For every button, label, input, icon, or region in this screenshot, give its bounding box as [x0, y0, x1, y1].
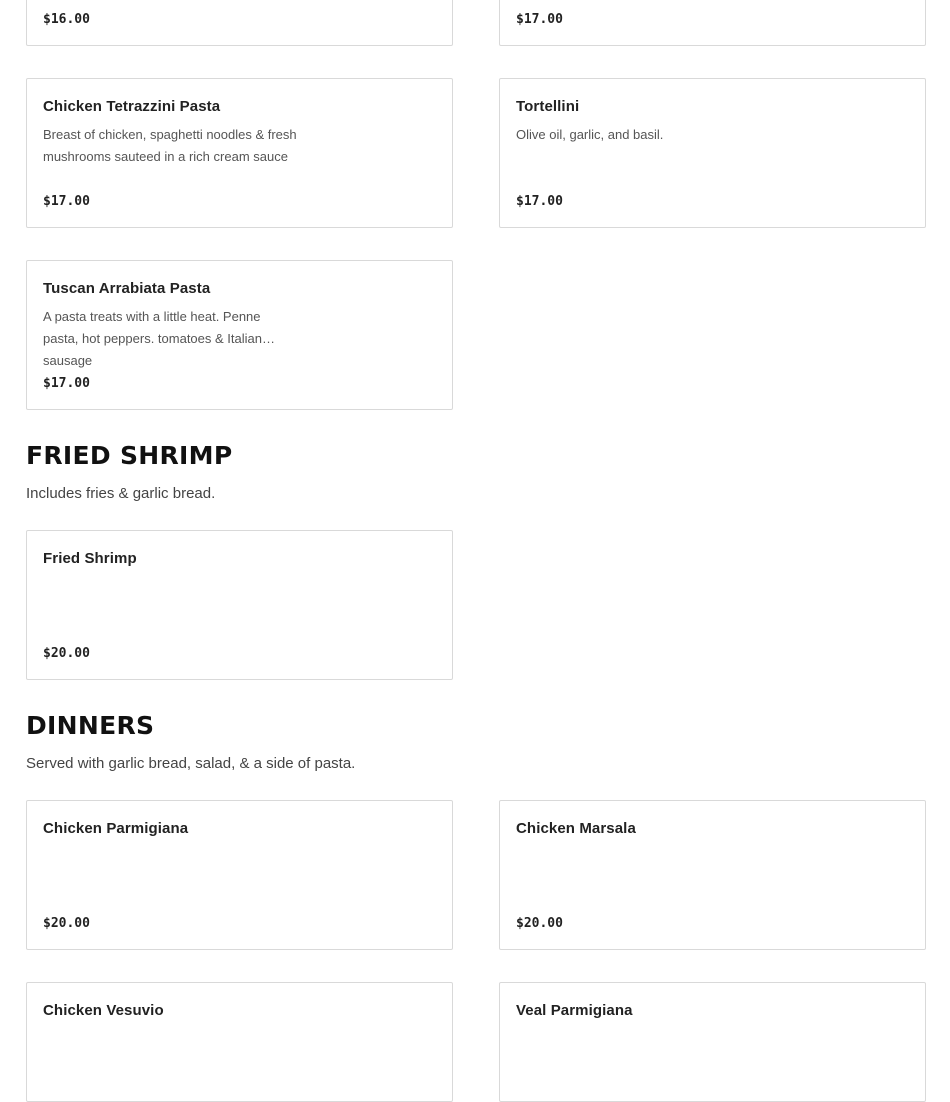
item-name: Fried Shrimp: [43, 550, 137, 567]
item-price: $16.00: [43, 12, 90, 27]
section-title-dinners: DINNERS: [26, 711, 155, 740]
item-price: $20.00: [43, 916, 90, 931]
item-name: Tuscan Arrabiata Pasta: [43, 280, 211, 297]
menu-item-card[interactable]: [26, 800, 453, 950]
item-price: $17.00: [43, 376, 90, 391]
item-name: Tortellini: [516, 98, 580, 115]
menu-item-card[interactable]: [499, 982, 926, 1102]
item-name: Chicken Marsala: [516, 820, 636, 837]
item-price: $17.00: [43, 194, 90, 209]
menu-item-card[interactable]: [26, 78, 453, 228]
menu-item-card[interactable]: [26, 530, 453, 680]
item-price: $17.00: [516, 194, 563, 209]
item-name: Chicken Tetrazzini Pasta: [43, 98, 221, 115]
section-subtitle-dinners: Served with garlic bread, salad, & a side of pasta.: [26, 755, 356, 772]
item-price: $17.00: [516, 12, 563, 27]
menu-item-card[interactable]: [499, 800, 926, 950]
item-name: Chicken Parmigiana: [43, 820, 189, 837]
item-name: Veal Parmigiana: [516, 1002, 633, 1019]
section-title-fried-shrimp: FRIED SHRIMP: [26, 441, 233, 470]
item-price: $20.00: [516, 916, 563, 931]
menu-item-card[interactable]: [499, 0, 926, 46]
item-description: Breast of chicken, spaghetti noodles & fresh mushrooms sauteed in a rich cream sauce: [43, 127, 297, 164]
menu-item-card[interactable]: [499, 78, 926, 228]
menu-item-card[interactable]: [26, 260, 453, 410]
item-description: Olive oil, garlic, and basil.: [516, 127, 664, 142]
menu-item-card[interactable]: [26, 982, 453, 1102]
item-description: A pasta treats with a little heat. Penne pasta, hot peppers. tomatoes & Italian sausage: [43, 309, 262, 368]
item-name: Chicken Vesuvio: [43, 1002, 164, 1019]
menu-item-card[interactable]: [26, 0, 453, 46]
item-price: $20.00: [43, 646, 90, 661]
section-subtitle-fried-shrimp: Includes fries & garlic bread.: [26, 485, 216, 502]
